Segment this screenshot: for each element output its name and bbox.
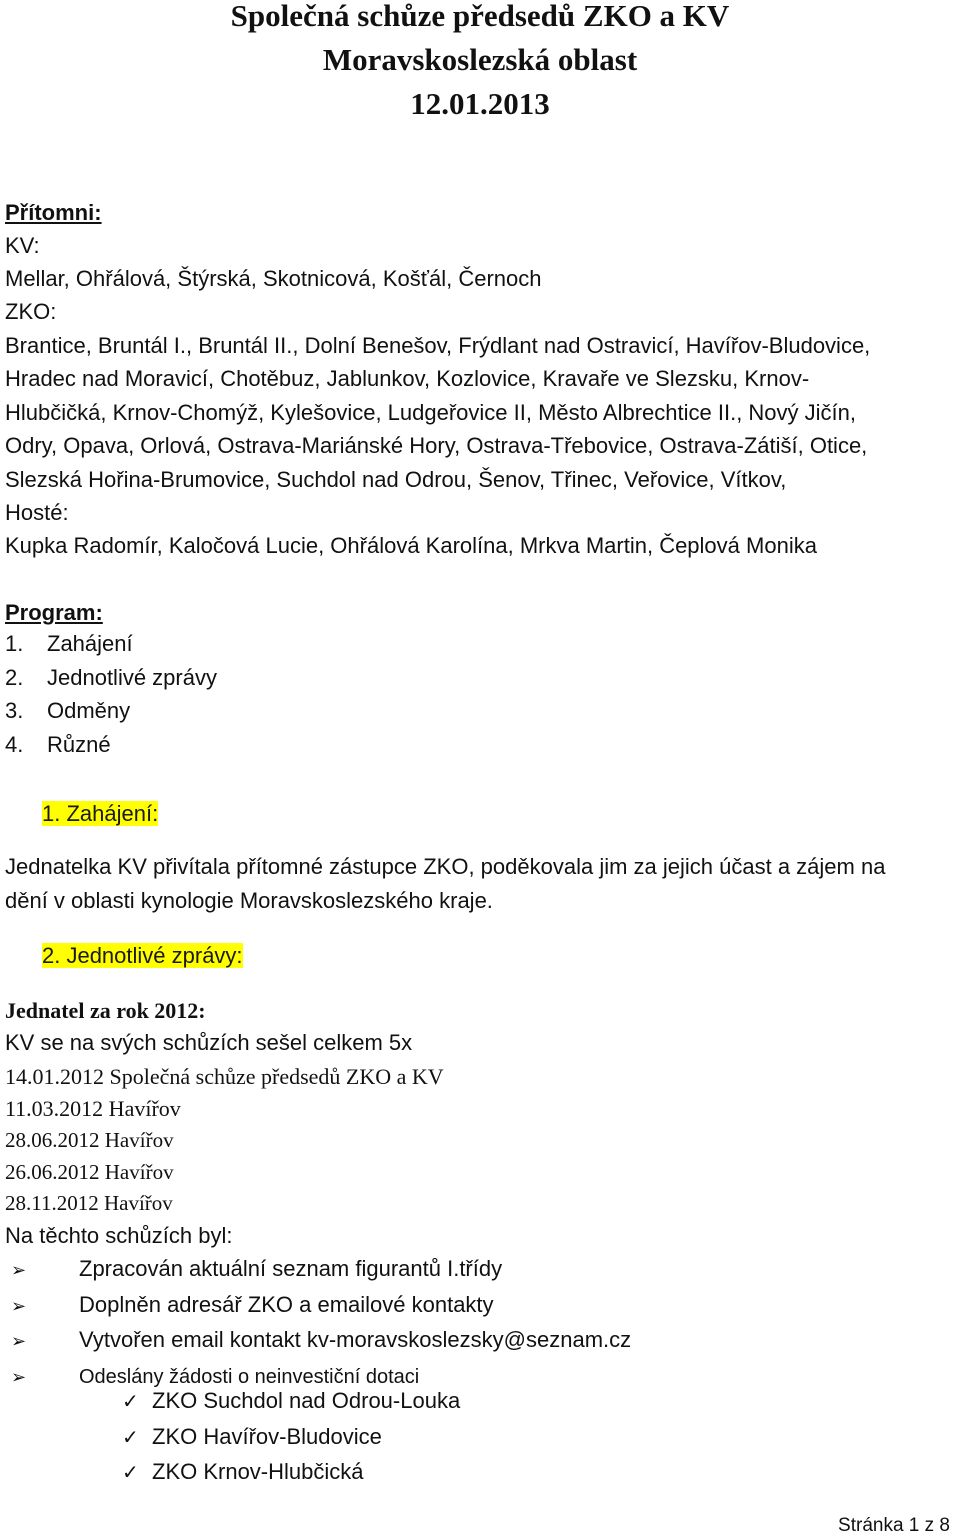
meeting-item: 11.03.2012 Havířov (5, 1096, 181, 1121)
section-1-text-line-1: Jednatelka KV přivítala přítomné zástupce ZKO, poděkovala jim za jejich účast a zájem na (5, 854, 886, 879)
section-1-heading (42, 797, 158, 830)
checkmark-icon: ✓ (122, 1462, 139, 1484)
section-1-heading-text: 1. Zahájení: (42, 801, 159, 826)
action-text: Doplněn adresář ZKO a emailové kontakty (79, 1291, 494, 1317)
secretary-report-heading: Jednatel za rok 2012: (5, 998, 206, 1023)
program-item (5, 627, 217, 661)
program-item-number: 2. (5, 664, 24, 690)
zko-names-line-4: Odry, Opava, Orlová, Ostrava-Mariánské Hory, Ostrava-Třebovice, Ostrava-Zátiší, Otice, (5, 433, 868, 458)
grant-item (122, 1420, 460, 1456)
grant-text: ZKO Krnov-Hlubčická (152, 1459, 364, 1484)
program-item-number: 4. (5, 731, 24, 757)
page-number: Stránka 1 z 8 (838, 1515, 950, 1536)
checkmark-icon: ✓ (122, 1391, 139, 1413)
meeting-item: 28.11.2012 Havířov (5, 1191, 173, 1215)
arrow-bullet-icon: ➢ (11, 1295, 27, 1316)
section-1-text-line-2: dění v oblasti kynologie Moravskoslezského kraje. (5, 888, 493, 913)
action-text: Zpracován aktuální seznam figurantů I.třídy (79, 1256, 503, 1281)
program-item (5, 694, 217, 728)
section-2-heading (42, 939, 243, 972)
program-item (5, 661, 217, 695)
program-item (5, 728, 217, 762)
program-item-number: 1. (5, 631, 24, 656)
action-item (5, 1288, 631, 1324)
zko-label: ZKO: (5, 299, 57, 324)
action-text: Odeslány žádosti o neinvestiční dotaci (79, 1365, 420, 1388)
action-item (5, 1323, 631, 1359)
kv-label: KV: (5, 233, 40, 258)
program-item-label: Jednotlivé zprávy (47, 664, 217, 690)
grant-text: ZKO Havířov-Bludovice (152, 1423, 382, 1449)
guests-names: Kupka Radomír, Kaločová Lucie, Ohřálová Karolína, Mrkva Martin, Čeplová Monika (5, 533, 817, 558)
attendance-heading: Přítomni: (5, 200, 102, 225)
arrow-bullet-icon: ➢ (11, 1331, 27, 1351)
guests-label: Hosté: (5, 500, 69, 525)
zko-names-line-1: Brantice, Bruntál I., Bruntál II., Dolní Benešov, Frýdlant nad Ostravicí, Havířov-Bludovice, (5, 333, 871, 358)
kv-names: Mellar, Ohřálová, Štýrská, Skotnicová, Košťál, Černoch (5, 266, 542, 291)
zko-names-line-2: Hradec nad Moravicí, Chotěbuz, Jablunkov, Kozlovice, Kravaře ve Slezsku, Krnov- (5, 366, 810, 391)
checkmark-icon: ✓ (122, 1426, 139, 1449)
actions-list (5, 1252, 631, 1394)
action-item (5, 1252, 631, 1288)
zko-names-line-3: Hlubčičká, Krnov-Chomýž, Kylešovice, Ludgeřovice II, Město Albrechtice II., Nový Jičín, (5, 400, 856, 425)
grant-text: ZKO Suchdol nad Odrou-Louka (152, 1388, 461, 1413)
arrow-bullet-icon: ➢ (11, 1366, 27, 1387)
meetings-summary: KV se na svých schůzích sešel celkem 5x (5, 1030, 413, 1055)
title-line-1: Společná schůze předsedů ZKO a KV (230, 0, 730, 33)
grant-list (122, 1384, 460, 1491)
program-list (5, 627, 217, 761)
grant-item (122, 1455, 460, 1491)
meeting-item: 14.01.2012 Společná schůze předsedů ZKO a KV (5, 1064, 444, 1089)
program-item-number: 3. (5, 698, 24, 723)
document-title (0, 0, 960, 126)
grant-item (122, 1384, 460, 1420)
program-item-label: Odměny (47, 698, 131, 723)
meetings-list (5, 1060, 444, 1220)
program-item-label: Zahájení (47, 631, 133, 656)
title-line-2: Moravskoslezská oblast (322, 42, 638, 77)
zko-names-line-5: Slezská Hořina-Brumovice, Suchdol nad Odrou, Šenov, Třinec, Veřovice, Vítkov, (5, 467, 787, 492)
title-date: 12.01.2013 (410, 86, 550, 121)
meeting-item: 28.06.2012 Havířov (5, 1128, 174, 1152)
arrow-bullet-icon: ➢ (11, 1260, 27, 1280)
action-text: Vytvořen email kontakt kv-moravskoslezsky@seznam.cz (79, 1327, 632, 1352)
meeting-item: 26.06.2012 Havířov (5, 1159, 174, 1184)
program-heading: Program: (5, 600, 103, 625)
section-2-heading-text: 2. Jednotlivé zprávy: (42, 943, 243, 968)
done-label: Na těchto schůzích byl: (5, 1223, 233, 1248)
program-item-label: Různé (47, 731, 111, 757)
